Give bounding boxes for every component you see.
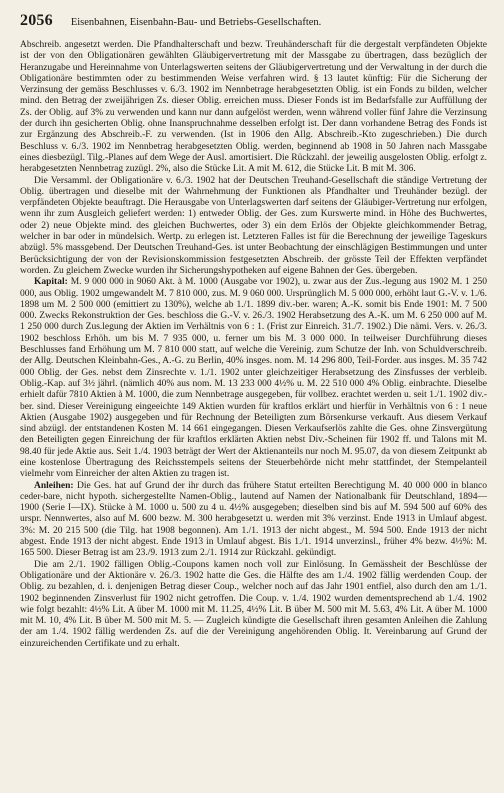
page-header (20, 12, 487, 30)
page-number: 2056 (20, 12, 53, 29)
paragraph-text: Abschreib. angesetzt werden. Die Pfandhalterschaft und bezw. Treuhänderschaft für die dergestalt verpfändeten Objekte ist der von den Obligationären gewählten Gläubigervertretung mit der Massgabe zu übertragen, dass bezüglich der Heranzugabe und Hereinnahme von Unterlagswerten seitens der Gläubigervertretung und der Verwaltung in der durch die Obligationäre bestimmten oder zu bestimmenden Weise verfahren wird. § 13 lautet künftig: Für die Sicherung der Verzinsung der gemäss Beschlusses v. 6./3. 1902 im Nennbetrage herabgesetzten Oblig. ist ein Fonds zu bilden, welcher mind. den Betrag der zweijährigen Zs. dieser Oblig. erreichen muss. Dieser Fonds ist im Bedarfsfalle zur Auffüllung der Zs. der Oblig. auf 3% zu verwenden und kann nur dann aufgelöst werden, wenn während voller fünf Jahre die Verzinsung der durch ihn gesicherten Oblig. ohne Inanspruchnahme desselben erfolgt ist. Der dann vorhandene Betrag des Fonds ist zur Ergänzung des Abschreib.-F. zu verwenden. (Ist in 1906 den Allg. Abschreib.-Kto zugeschrieben.) Die durch Beschluss v. 6./3. 1902 im Nennbetrag herabgesetzten Oblig. werden, beginnend ab 1908 in 50 Jahren nach Massgabe eines diesbezügl. Tilg.-Planes auf dem Wege der Ausl. amortisiert. Die Rückzahl. der jeweilig ausgelosten Oblig. erfolgt z. herabgesetzten Nennbetrag zuzügl. 2%, also die Stücke Lit. A mit M. 612, die Stücke Lit. B mit M. 306. (20, 40, 487, 175)
paragraph-label-kapital: Kapital: (34, 277, 68, 288)
paragraph-coupons (20, 560, 487, 650)
paragraph-kapital (20, 277, 487, 480)
paragraph-versammlung (20, 176, 487, 278)
paragraph-pfandhalter (20, 40, 487, 176)
paragraph-text: M. 9 000 000 in 9060 Akt. à M. 1000 (Ausgabe vor 1902), u. zwar aus der Zus.-legung aus 1902 M. 1 250 000, aus Oblig. 1902 umgewandelt M. 7 810 000, zus. M. 9 060 000. Ursprünglich M. 5 000 000, erhöht laut G.-V. v. 1./6. 1898 um M. 2 500 000 (emittiert zu 130%), welche ab 1./1. 1899 div.-ber. waren; A.-K. somit bis Ende 1901: M. 7 500 000. Zwecks Rekonstruktion der Ges. beschloss die G.-V. v. 26./3. 1902 Herabsetzung des A.-K. um M. 6 250 000 auf M. 1 250 000 durch Zus.legung der Aktien im Verhältnis von 6 : 1. (Frist zur Einreich. 31./7. 1902.) Die nämi. Vers. v. 26./3. 1902 beschloss Erhöh. um bis M. 7 935 000, u. ferner um bis M. 3 000 000. In teilweiser Durchführung dieses Beschlusses fand Erhöhung um M. 7 810 000 statt, auf welche die Vereinig. zum Schutze der Inh. von Schuldverschreib. der Allg. Deutschen Kleinbahn-Ges., A.-G. zu Berlin, 40% insges. nom. M. 14 296 800, Teil-Forder. aus insges. M. 35 742 000 Oblig. der Ges. nebst dem Zinsrechte v. 1./1. 1902 unter gleichzeitiger Herabsetzung des Zinsfusses der verbleib. Oblig.-Kap. auf 3½ jährl. (nämlich 40% aus nom. M. 13 233 000 4½% u. M. 22 510 000 4% Oblig. einbrachte. Dieselbe erhielt dafür 7810 Aktien à M. 1000, die zum Nennbetrage ausgegeben, für vollbez. erachtet werden u. seit 1./1. 1902 div.-ber. sind. Dieser Vereinigung eingeeichte 149 Aktien wurden für kraftlos erklärt und hierfür in Verhältnis von 6 : 1 neue Aktien (Ausgabe 1902) ausgegeben und für Rechnung der Beteiligten zum Börsenkurse verkauft. Aus diesem Verkauf sind abzügl. der entstandenen Kosten M. 14 661 eingegangen. Diesen Verkaufserlös zahlte die Ges. ohne Zinsvergütung den Beteiligten gegen Einreichung der für kraftlos erklärten Aktien nebst Div.-Scheinen für 1902 ff. und Talons mit M. 98.40 für jede Aktie aus. Seit 1./4. 1903 beträgt der Wert der Aktienanteils nur noch M. 95.07, da von diesem Zeitpunkt ab eine kostenlose Übertragung des Reichsstempels seitens der Steuerbehörde nicht mehr stattfindet, der Stempelanteil vielmehr vom Einreicher der alten Aktien zu tragen ist. (20, 277, 487, 480)
paragraph-text: Die Ges. hat auf Grund der ihr durch das frühere Statut erteilten Berechtigung M. 40 000 000 in blanco ceder-bare, nicht hypoth. sichergestellte Namen-Oblig., lautend auf Namen der Nationalbank für Deutschland, 1894—1900 (Serie I—IX). Stücke à M. 1000 u. 500 zu 4 u. 4½% ausgegeben; dieselben sind bis auf M. 594 500 auf 60% des urspr. Nennwertes, also auf M. 600 bezw. M. 300 herabgesetzt u. werden mit 3% verzinst. Ende 1913 in Umlauf abgest. 3%: M. 20 215 500 (die Tilg. hat 1908 begonnen). Am 1./1. 1913 der nicht abgest., M. 594 500. Ende 1913 der nicht abgest. Ende 1913 der nicht abgest. Ende 1913 in Umlauf abgest. Bis 1./1. 1914 unverzinsl., früher 4% bezw. 4½%: M. 165 500. Dieser Betrag ist am 23./9. 1913 zum 2./1. 1914 zur Rückzahl. gekündigt. (20, 480, 487, 559)
document-body (20, 40, 487, 650)
paragraph-text: Die am 2./1. 1902 fälligen Oblig.-Coupons kamen noch voll zur Einlösung. In Gemässheit der Beschlüsse der Obligationäre und der Aktionäre v. 26./3. 1902 hatte die Ges. die Hälfte des am 1./4. 1902 fällig werdenden Coup. der Oblig. zu bezahlen, d. i. denjenigen Betrag dieser Coup., welcher noch auf das Jahr 1901 entfiel, also durch den am 1./1. 1902 beginnenden Zinsverlust für 1902 nicht getroffen. Die Coup. v. 1./4. 1902 wurden dementsprechend ab 1./4. 1902 wie folgt bezahlt: 4½% Lit. A über M. 1000 mit M. 11.25, 4½% Lit. B über M. 500 mit M. 5.63, 4% Lit. A über M. 1000 mit M. 10, 4% Lit. B über M. 500 mit M. 5. — Zugleich kündigte die Gesellschaft ihren gesamten Anleihen die Zahlung der am 1./4. 1902 fällig werdenden Zs. auf die der Vereinigung angehörenden Oblig. It. Vereinbarung auf Grund der einzureichenden Certifikate und zu erhalt. (20, 559, 487, 649)
paragraph-anleihen (20, 481, 487, 560)
paragraph-text: Die Versamml. der Obligationäre v. 6./3. 1902 hat der Deutschen Treuhand-Gesellschaft die ständige Vertretung der Oblig. übertragen und dieselbe mit der Wahrnehmung der Funktionen als Pfandhalter und Treuhänder bezügl. der verpfändeten Objekte beauftragt. Die Herausgabe von Unterlagswerten darf seitens der Gläubiger-Vertretung nur erfolgen, wenn ihr zum Ausgleich geliefert werden: 1) entweder Oblig. der Ges. zum Kurswerte mind. in Höhe des Buchwertes, oder 2) neue Objekte mind. des gleichen Buchwertes, oder 3) ein dem Erlös der Objekte gleichkommender Betrag, welcher in bar oder in mündelsich. Wertp. zu erlegen ist. Letzteren Falles ist für die Berechnung der jeweilige Tageskurs abzügl. 5% massgebend. Der Deutschen Treuhand-Ges. ist unter Beobachtung der einschlägigen Bestimmungen und unter Berücksichtigung der von der Revisionskommission festgesetzten Abschreib. der grösste Teil der Effekten verpfändet worden. Zu gleichem Zwecke wurden ihr Sicherungshypotheken auf eigene Bahnen der Ges. übergeben. (20, 175, 487, 276)
running-title: Eisenbahnen, Eisenbahn-Bau- und Betriebs-Gesellschaften. (70, 17, 322, 28)
paragraph-label-anleihen: Anleihen: (34, 480, 74, 491)
